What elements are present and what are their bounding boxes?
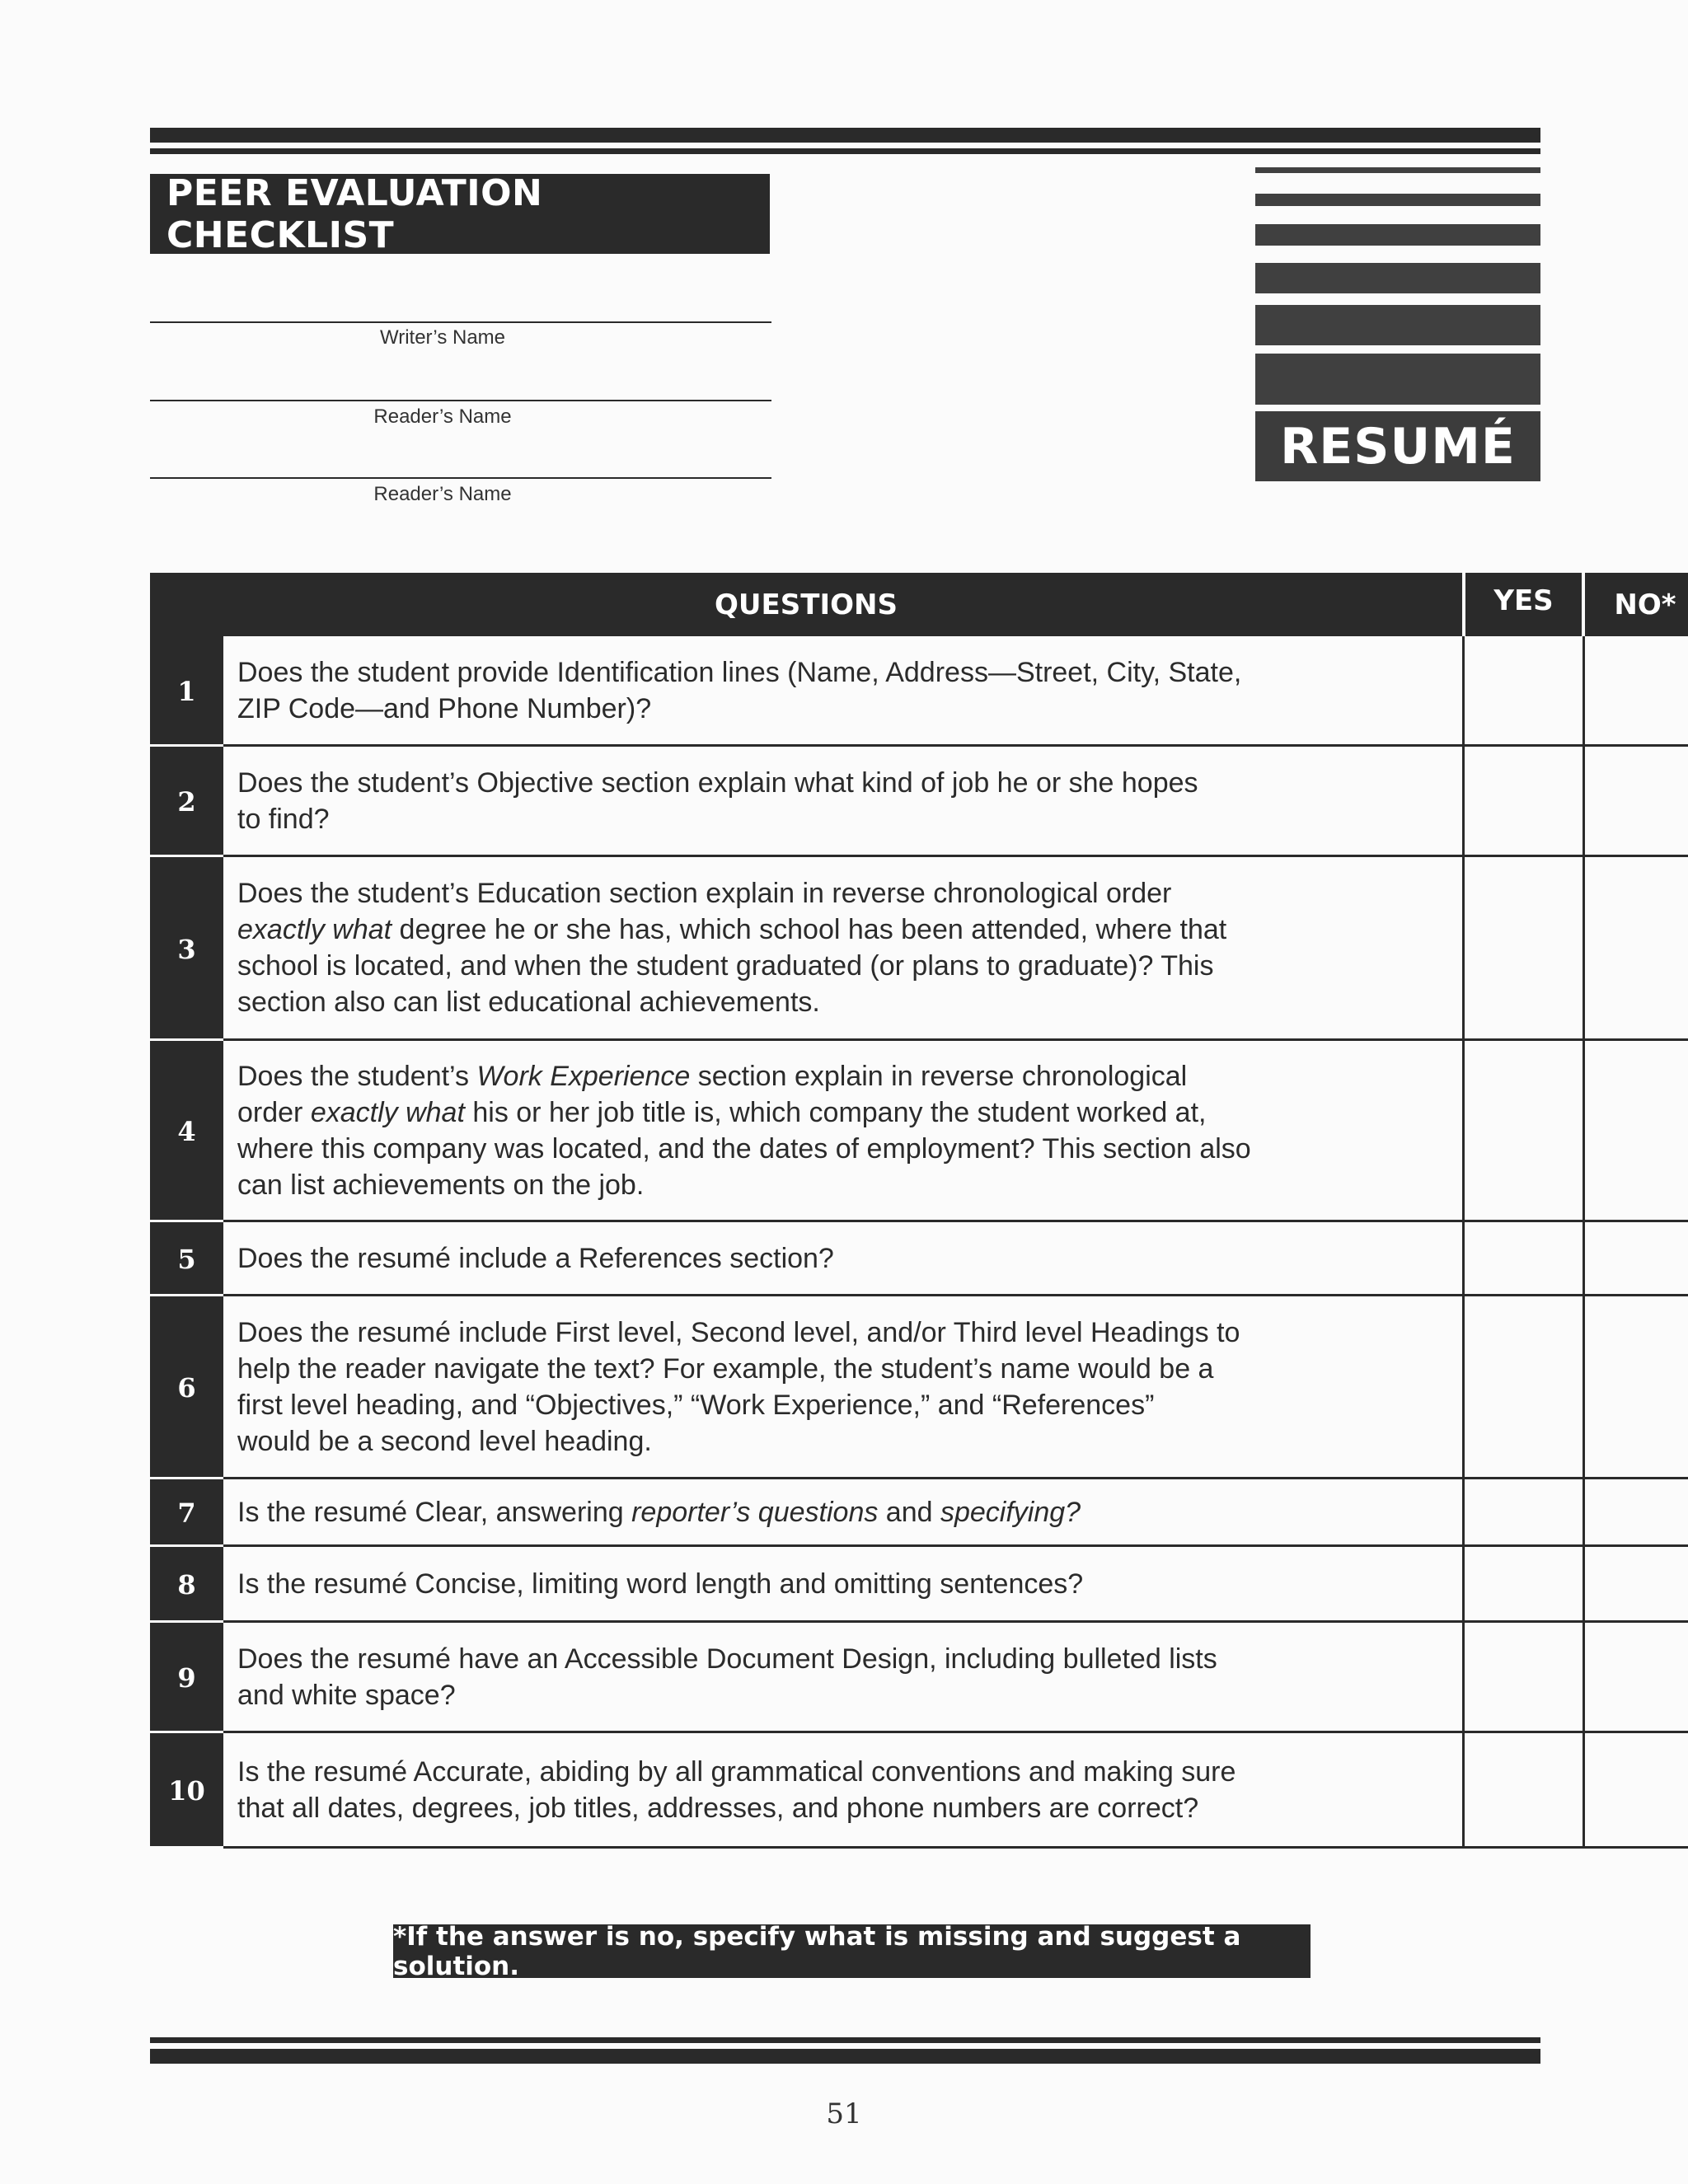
question-line: and white space?: [237, 1679, 456, 1711]
question-text: [223, 1547, 1462, 1623]
question-line: where this company was located, and the dates of employment? This section also: [237, 1132, 1251, 1165]
stripe-4: [1255, 263, 1540, 293]
question-line: order exactly what his or her job title is, which company the student worked at,: [237, 1096, 1207, 1128]
yes-checkbox-cell[interactable]: [1462, 1547, 1582, 1623]
writer-name-line[interactable]: [150, 321, 771, 323]
no-checkbox-cell[interactable]: [1582, 857, 1688, 1041]
row-number: 4: [177, 1116, 196, 1147]
yes-checkbox-cell[interactable]: [1462, 1041, 1582, 1222]
stripe-2: [1255, 194, 1540, 206]
question-line: school is located, and when the student graduated (or plans to graduate)? This: [237, 950, 1214, 982]
question-text: [223, 1479, 1462, 1547]
row-number: 1: [177, 676, 196, 707]
question-text: [223, 1041, 1462, 1222]
row-number: 2: [177, 786, 196, 818]
no-checkbox-cell[interactable]: [1582, 747, 1688, 857]
resume-badge: RESUMÉ: [1255, 411, 1540, 481]
no-checkbox-cell[interactable]: [1582, 1733, 1688, 1849]
top-rule-thin: [150, 148, 1540, 154]
row-number: 10: [168, 1775, 205, 1807]
row-number: 5: [177, 1244, 196, 1275]
row-number: 9: [177, 1662, 196, 1694]
question-line: ZIP Code—and Phone Number)?: [237, 692, 652, 724]
question-line: Does the student’s Objective section explain what kind of job he or she hopes: [237, 766, 1198, 799]
row-number: 3: [177, 933, 196, 965]
question-text: [223, 636, 1462, 747]
stripe-3: [1255, 224, 1540, 246]
stripe-1: [1255, 167, 1540, 173]
question-line: to find?: [237, 803, 330, 835]
yes-checkbox-cell[interactable]: [1462, 1222, 1582, 1296]
no-checkbox-cell[interactable]: [1582, 1296, 1688, 1479]
question-text: [223, 1733, 1462, 1849]
question-text: [223, 1222, 1462, 1296]
question-line: Does the resumé have an Accessible Document Design, including bulleted lists: [237, 1643, 1217, 1675]
question-line: Does the resumé include a References section?: [237, 1242, 834, 1274]
checklist-row: [150, 1623, 1540, 1733]
top-rule: [150, 128, 1540, 143]
yes-checkbox-cell[interactable]: [1462, 857, 1582, 1041]
writer-name-label: Writer’s Name: [379, 326, 506, 349]
no-checkbox-cell[interactable]: [1582, 1623, 1688, 1733]
question-text: [223, 1296, 1462, 1479]
row-number: 7: [177, 1497, 196, 1529]
checklist-row: [150, 1041, 1540, 1222]
checklist-row: [150, 1547, 1540, 1623]
reader-name-label-1: Reader’s Name: [373, 405, 512, 428]
no-checkbox-cell[interactable]: [1582, 1041, 1688, 1222]
question-text: [223, 747, 1462, 857]
yes-checkbox-cell[interactable]: [1462, 1733, 1582, 1849]
yes-checkbox-cell[interactable]: [1462, 1296, 1582, 1479]
question-line: section also can list educational achievements.: [237, 987, 820, 1018]
reader-name-line-1[interactable]: [150, 400, 771, 401]
checklist-row: [150, 857, 1540, 1041]
no-checkbox-cell[interactable]: [1582, 1222, 1688, 1296]
checklist-row: [150, 1296, 1540, 1479]
bottom-rule: [150, 2049, 1540, 2064]
page-title: PEER EVALUATION CHECKLIST: [150, 174, 770, 254]
question-line: Is the resumé Accurate, abiding by all grammatical conventions and making sure: [237, 1755, 1236, 1788]
question-line: that all dates, degrees, job titles, addresses, and phone numbers are correct?: [237, 1792, 1199, 1824]
page-number: 51: [826, 2097, 862, 2130]
no-checkbox-cell[interactable]: [1582, 1547, 1688, 1623]
reader-name-label-2: Reader’s Name: [373, 483, 512, 505]
question-line: Does the resumé include First level, Second level, and/or Third level Headings to: [237, 1316, 1240, 1348]
reader-name-line-2[interactable]: [150, 477, 771, 479]
header-no: NO*: [1585, 573, 1688, 636]
question-line: Does the student’s Work Experience section explain in reverse chronological: [237, 1060, 1188, 1092]
yes-checkbox-cell[interactable]: [1462, 636, 1582, 747]
header-questions: QUESTIONS: [150, 573, 1462, 636]
question-line: Does the student’s Education section explain in reverse chronological order: [237, 878, 1172, 909]
no-checkbox-cell[interactable]: [1582, 1479, 1688, 1547]
question-line: would be a second level heading.: [237, 1425, 652, 1457]
no-checkbox-cell[interactable]: [1582, 636, 1688, 747]
checklist-row: [150, 1222, 1540, 1296]
yes-checkbox-cell[interactable]: [1462, 747, 1582, 857]
checklist-row: [150, 1733, 1540, 1849]
question-line: first level heading, and “Objectives,” “Work Experience,” and “References”: [237, 1389, 1155, 1421]
checklist-row: [150, 1479, 1540, 1547]
question-line: exactly what degree he or she has, which school has been attended, where that: [237, 914, 1227, 945]
question-line: help the reader navigate the text? For example, the student’s name would be a: [237, 1352, 1214, 1385]
stripe-6: [1255, 354, 1540, 405]
checklist-row: [150, 747, 1540, 857]
question-line: Is the resumé Clear, answering reporter’s questions and specifying?: [237, 1496, 1081, 1528]
question-line: Does the student provide Identification lines (Name, Address—Street, City, State,: [237, 656, 1242, 688]
checklist-row: [150, 636, 1540, 747]
yes-checkbox-cell[interactable]: [1462, 1479, 1582, 1547]
stripe-5: [1255, 305, 1540, 345]
question-line: Is the resumé Concise, limiting word length and omitting sentences?: [237, 1568, 1084, 1600]
footnote: *If the answer is no, specify what is missing and suggest a solution.: [393, 1924, 1311, 1978]
question-text: [223, 1623, 1462, 1733]
row-number: 8: [177, 1569, 196, 1601]
bottom-rule-thin: [150, 2037, 1540, 2043]
question-text: [223, 857, 1462, 1041]
row-number: 6: [177, 1372, 196, 1404]
checklist-table: [150, 573, 1676, 1849]
question-line: can list achievements on the job.: [237, 1169, 645, 1201]
row-number-divider: [150, 1846, 223, 1849]
header-yes: YES: [1465, 573, 1582, 636]
yes-checkbox-cell[interactable]: [1462, 1623, 1582, 1733]
